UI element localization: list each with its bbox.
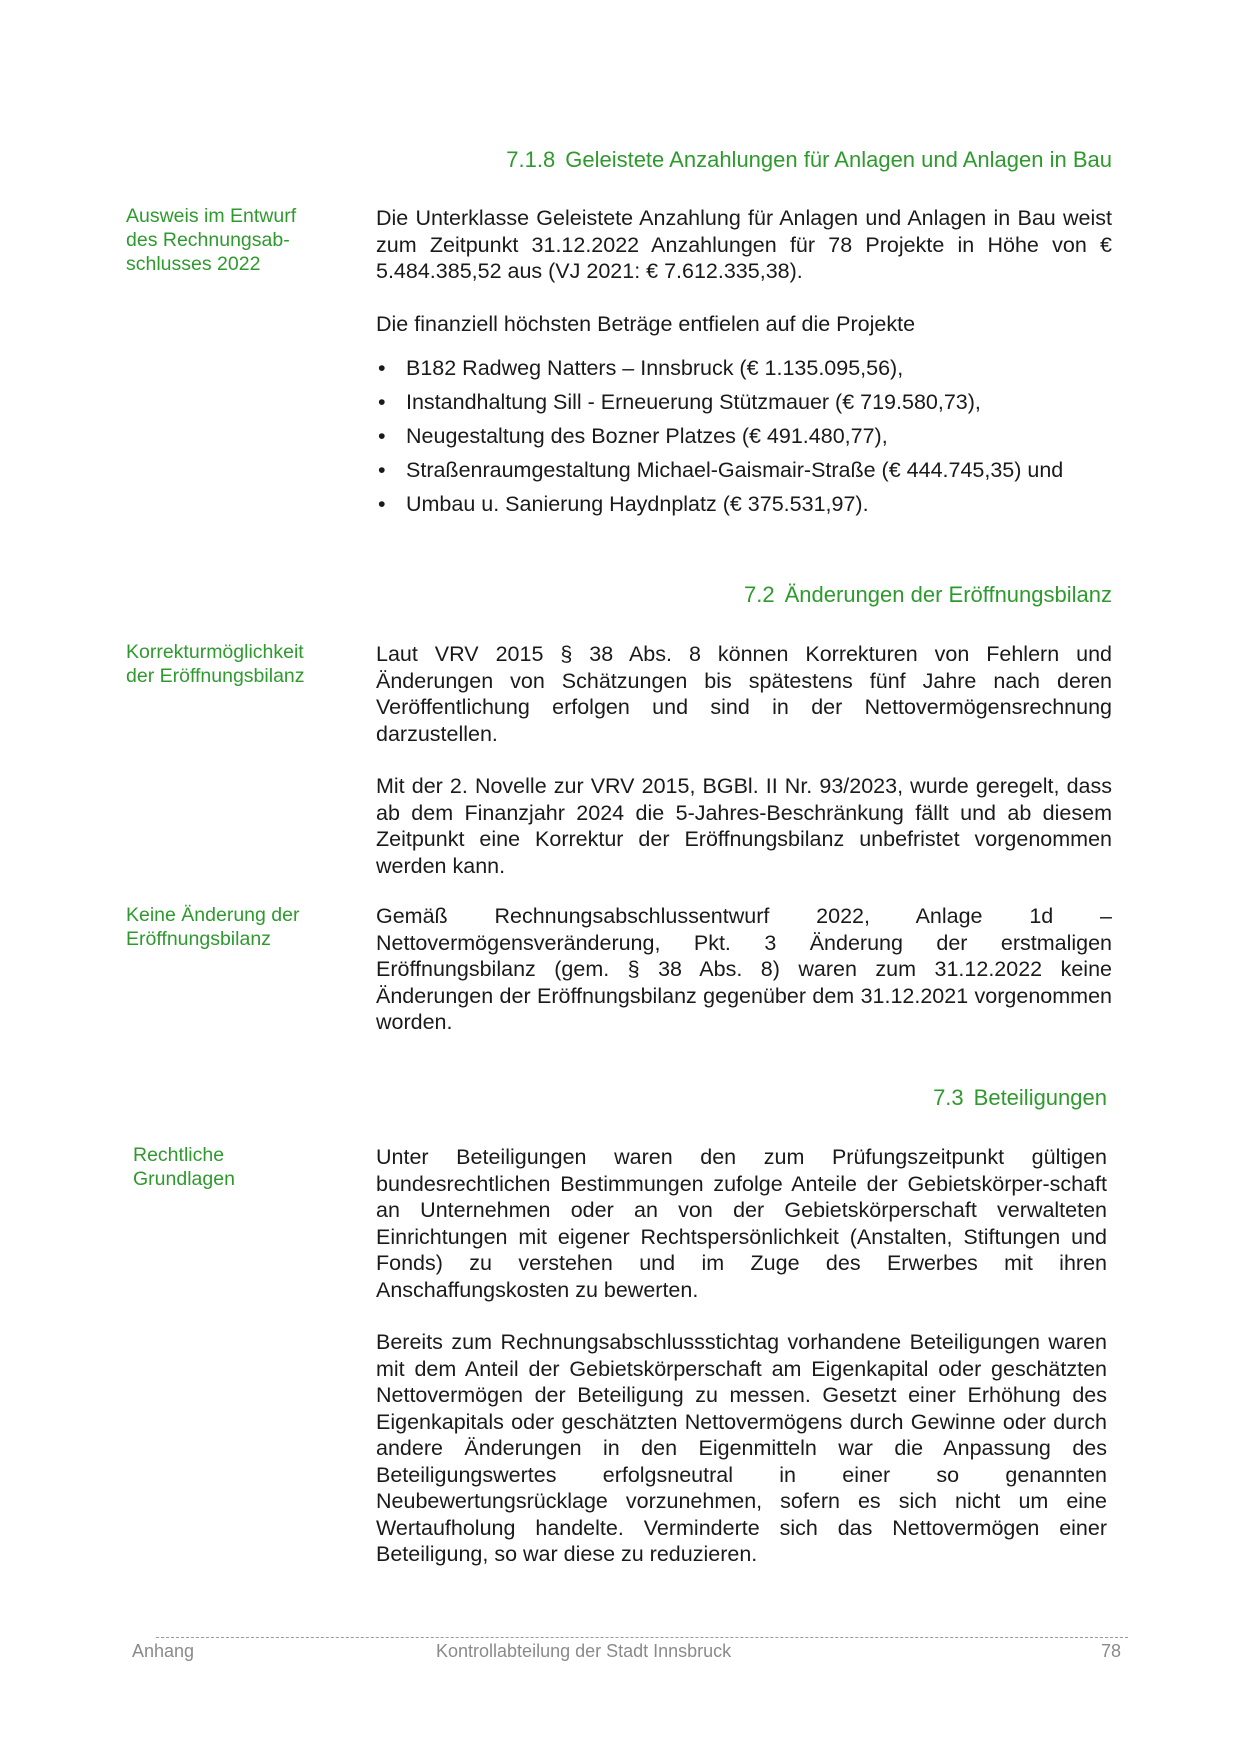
paragraph: Laut VRV 2015 § 38 Abs. 8 können Korrekturen von Fehlern und Änderungen von Schätzungen bis spätestens fünf Jahre nach deren Veröffentlichung erfolgen und sind in der Nettovermögensrechnung darzustellen. (376, 642, 1112, 746)
list-item-text: Instandhaltung Sill - Erneuerung Stützmauer (€ 719.580,73), (406, 390, 981, 414)
list-item-text: Straßenraumgestaltung Michael-Gaismair-Straße (€ 444.745,35) und (406, 458, 1064, 482)
bullet-icon: • (378, 356, 386, 380)
section-title: Änderungen der Eröffnungsbilanz (784, 582, 1112, 607)
section-title: Geleistete Anzahlungen für Anlagen und Anlagen in Bau (565, 147, 1112, 172)
paragraph: Mit der 2. Novelle zur VRV 2015, BGBl. II Nr. 93/2023, wurde geregelt, dass ab dem Finanzjahr 2024 die 5-Jahres-Beschränkung fällt und ab diesem Zeitpunkt eine Korrektur der Eröffnungsbilanz unbefristet vorgenommen werden kann. (376, 774, 1112, 878)
paragraph: Die finanziell höchsten Beträge entfielen auf die Projekte (376, 311, 916, 336)
section-number: 7.2 (744, 582, 775, 607)
section-heading-7-2 (744, 582, 1112, 608)
list-item-text: B182 Radweg Natters – Innsbruck (€ 1.135.095,56), (406, 356, 904, 380)
section-heading-7-3 (933, 1085, 1107, 1111)
footer-left: Anhang (132, 1641, 195, 1661)
list-item (376, 385, 1112, 419)
section-body-7-2-b (376, 903, 1112, 1036)
list-item (376, 453, 1112, 487)
section-body-7-1-8 (376, 205, 1112, 521)
paragraph: Bereits zum Rechnungsabschlussstichtag vorhandene Beteiligungen waren mit dem Anteil der Gebietskörperschaft am Eigenkapital oder geschätzten Nettovermögen der Beteiligung zu messen. Gesetzt einer Erhöhung des Eigenkapitals oder geschätzten Nettovermögens durch Gewinne oder durch andere Änderungen in den Eigenmitteln war die Anpassung des Beteiligungswertes erfolgsneutral in einer so genannten Neubewertungsrücklage vorzunehmen, sofern es sich nicht um eine Wertaufholung handelte. Verminderte sich das Nettovermögen einer Beteiligung, so war diese zu reduzieren. (376, 1330, 1107, 1566)
paragraph: Unter Beteiligungen waren den zum Prüfungszeitpunkt gültigen bundesrechtlichen Bestimmungen zufolge Anteile der Gebietskörper-schaft an Unternehmen oder an von der Gebietskörperschaft verwalteten Einrichtungen mit eigener Rechtspersönlichkeit (Anstalten, Stiftungen und Fonds) zu verstehen und im Zuge des Erwerbes mit ihren Anschaffungskosten zu bewerten. (376, 1145, 1107, 1302)
list-item (376, 351, 1112, 385)
list-item (376, 487, 1112, 521)
section-number: 7.1.8 (506, 147, 556, 172)
project-list (376, 351, 1112, 521)
section-body-7-2 (376, 641, 1112, 879)
bullet-icon: • (378, 390, 386, 414)
section-number: 7.3 (933, 1085, 964, 1110)
list-item (376, 419, 1112, 453)
bullet-icon: • (378, 458, 386, 482)
footer-center: Kontrollabteilung der Stadt Innsbruck (436, 1641, 732, 1661)
paragraph: Die Unterklasse Geleistete Anzahlung für Anlagen und Anlagen in Bau weist zum Zeitpunkt 31.12.2022 Anzahlungen für 78 Projekte in Höhe von € 5.484.385,52 aus (VJ 2021: € 7.612.335,38). (376, 206, 1112, 283)
margin-note-rechtliche: Rechtliche Grundlagen (133, 1144, 235, 1190)
margin-note-keine-aenderung: Keine Änderung der Eröffnungsbilanz (126, 904, 300, 950)
list-item-text: Neugestaltung des Bozner Platzes (€ 491.480,77), (406, 424, 888, 448)
margin-note-korrektur: Korrekturmöglichkeit der Eröffnungsbilanz (126, 641, 305, 687)
margin-note-ausweis: Ausweis im Entwurf des Rechnungsab-schlusses 2022 (126, 205, 297, 275)
bullet-icon: • (378, 424, 386, 448)
footer-divider (156, 1637, 1128, 1638)
section-heading-7-1-8 (506, 147, 1112, 173)
bullet-icon: • (378, 492, 386, 516)
section-body-7-3 (376, 1144, 1107, 1568)
section-title: Beteiligungen (973, 1085, 1107, 1110)
list-item-text: Umbau u. Sanierung Haydnplatz (€ 375.531,97). (406, 492, 869, 516)
paragraph: Gemäß Rechnungsabschlussentwurf 2022, Anlage 1d – Nettovermögensveränderung, Pkt. 3 Änderung der erstmaligen Eröffnungsbilanz (gem. § 38 Abs. 8) waren zum 31.12.2022 keine Änderungen der Eröffnungsbilanz gegenüber dem 31.12.2021 vorgenommen worden. (376, 904, 1112, 1034)
page-number: 78 (1100, 1641, 1121, 1661)
